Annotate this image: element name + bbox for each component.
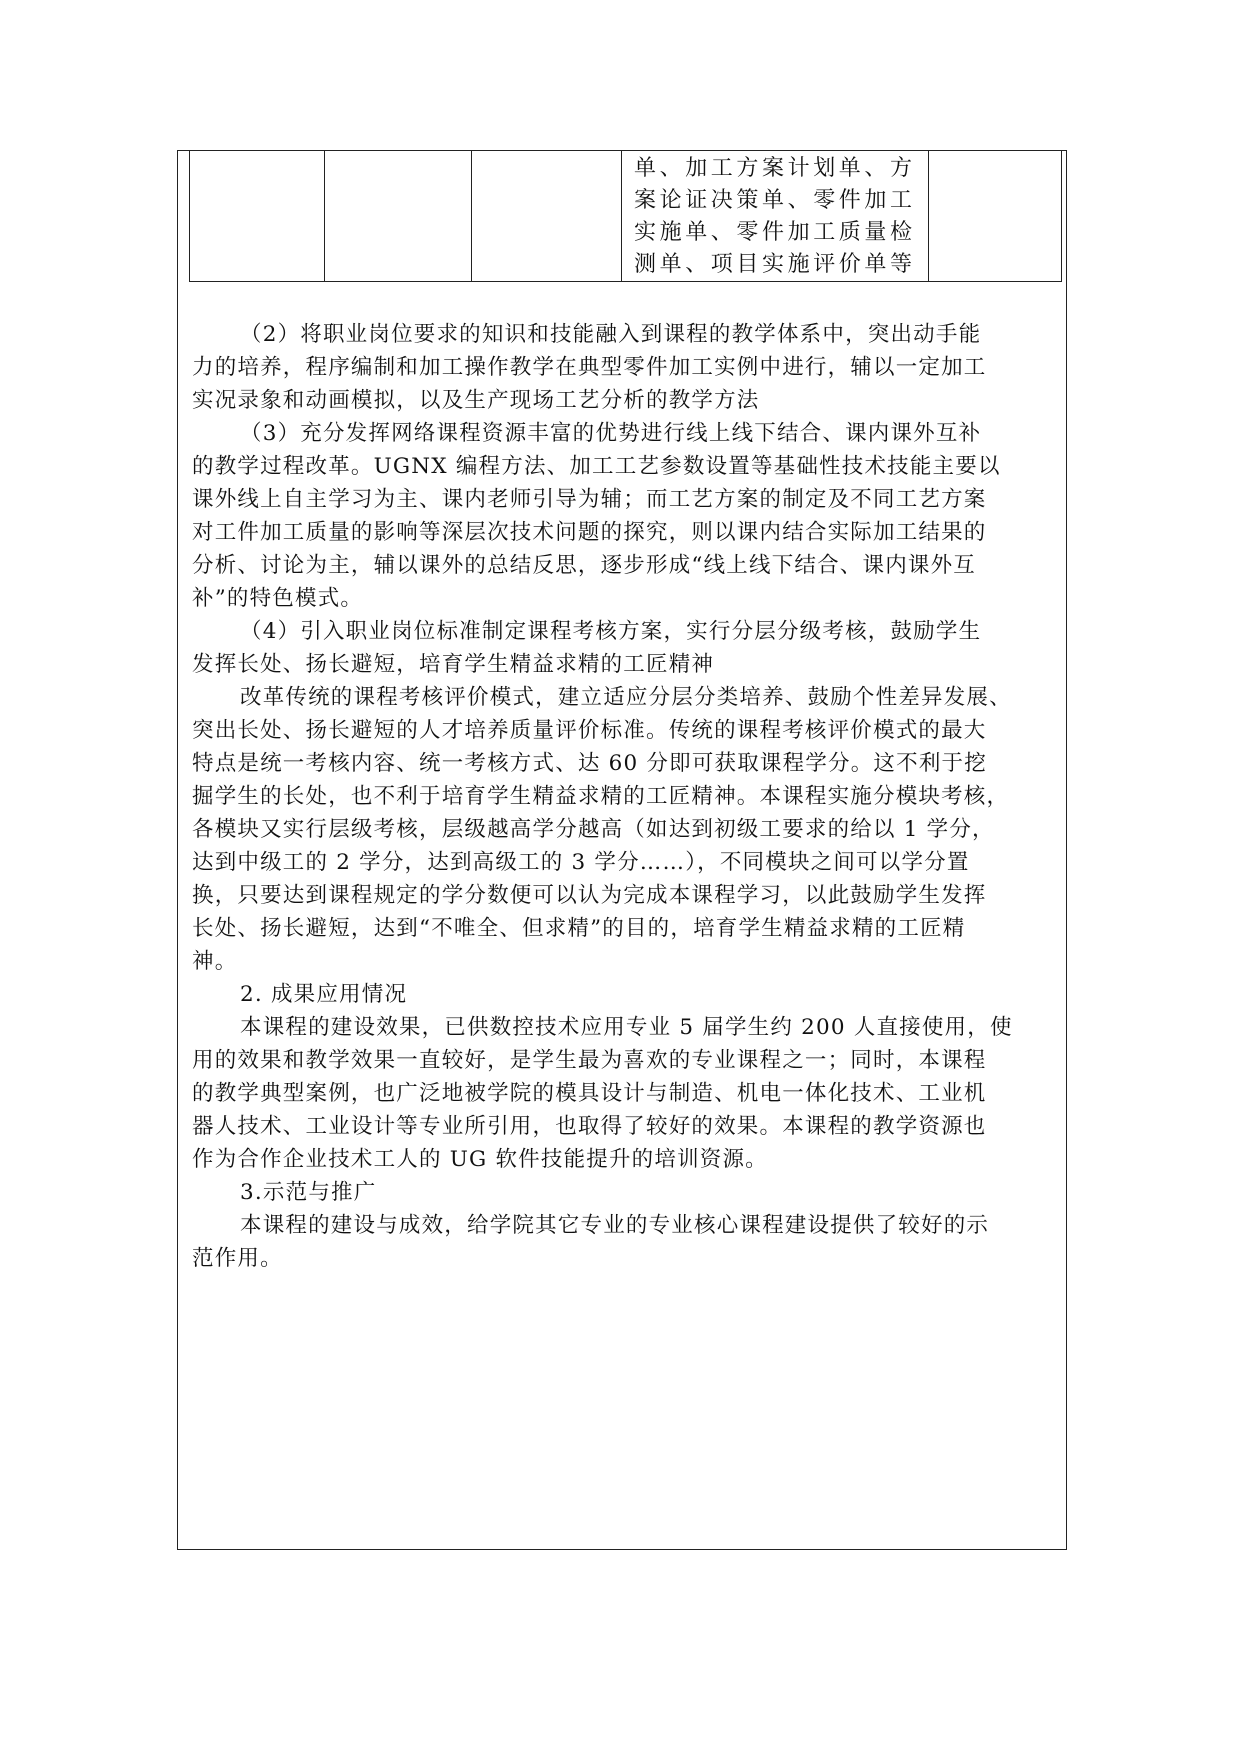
body-line: 力的培养，程序编制和加工操作教学在典型零件加工实例中进行，辅以一定加工 (192, 355, 987, 380)
deliverables-line: 测单、项目实施评价单等 (634, 252, 916, 277)
body-line: 3.示范与推广 (240, 1180, 377, 1205)
body-line: 突出长处、扬长避短的人才培养质量评价标准。传统的课程考核评价模式的最大 (192, 718, 987, 743)
deliverables-line: 案论证决策单、零件加工 (634, 188, 916, 213)
body-line: 对工件加工质量的影响等深层次技术问题的探究，则以课内结合实际加工结果的 (192, 520, 987, 545)
body-line: 长处、扬长避短，达到“不唯全、但求精”的目的，培育学生精益求精的工匠精 (192, 916, 966, 941)
body-line: 作为合作企业技术工人的 UG 软件技能提升的培训资源。 (192, 1147, 768, 1172)
body-line: 范作用。 (192, 1246, 283, 1271)
body-line: 分析、讨论为主，辅以课外的总结反思，逐步形成“线上线下结合、课内课外互 (192, 553, 976, 578)
table-cell-5 (929, 150, 1062, 282)
body-line: （4）引入职业岗位标准制定课程考核方案，实行分层分级考核，鼓励学生 (240, 619, 982, 644)
body-line: 补”的特色模式。 (192, 586, 364, 611)
body-line: 器人技术、工业设计等专业所引用，也取得了较好的效果。本课程的教学资源也 (192, 1114, 987, 1139)
body-line: 发挥长处、扬长避短，培育学生精益求精的工匠精神 (192, 652, 715, 677)
body-line: 各模块又实行层级考核，层级越高学分越高（如达到初级工要求的给以 1 学分， (192, 817, 995, 842)
table-cell-3 (472, 150, 622, 282)
table-cell-1 (190, 150, 325, 282)
body-line: 特点是统一考核内容、统一考核方式、达 60 分即可获取课程学分。这不利于挖 (192, 751, 987, 776)
body-text (192, 318, 1056, 1275)
body-line: 2. 成果应用情况 (240, 982, 408, 1007)
table-cell-2 (325, 150, 472, 282)
body-line: 的教学过程改革。UGNX 编程方法、加工工艺参数设置等基础性技术技能主要以 (192, 454, 1001, 479)
body-line: 实况录象和动画模拟，以及生产现场工艺分析的教学方法 (192, 388, 760, 413)
body-line: 本课程的建设效果，已供数控技术应用专业 5 届学生约 200 人直接使用，使 (240, 1015, 1013, 1040)
table-cell-deliverables (622, 150, 929, 282)
deliverables-line: 单、加工方案计划单、方 (634, 156, 916, 181)
body-line: 换，只要达到课程规定的学分数便可以认为完成本课程学习，以此鼓励学生发挥 (192, 883, 987, 908)
deliverables-line: 实施单、零件加工质量检 (634, 220, 916, 245)
body-line: 达到中级工的 2 学分，达到高级工的 3 学分……），不同模块之间可以学分置 (192, 850, 970, 875)
body-line: 的教学典型案例，也广泛地被学院的模具设计与制造、机电一体化技术、工业机 (192, 1081, 987, 1106)
body-line: （2）将职业岗位要求的知识和技能融入到课程的教学体系中，突出动手能 (240, 322, 982, 347)
body-line: 本课程的建设与成效，给学院其它专业的专业核心课程建设提供了较好的示 (240, 1213, 990, 1238)
body-line: 改革传统的课程考核评价模式，建立适应分层分类培养、鼓励个性差异发展、 (240, 685, 1012, 710)
body-line: 课外线上自主学习为主、课内老师引导为辅；而工艺方案的制定及不同工艺方案 (192, 487, 987, 512)
body-line: 掘学生的长处，也不利于培育学生精益求精的工匠精神。本课程实施分模块考核， (192, 784, 1010, 809)
table-row (190, 150, 1062, 282)
body-line: 用的效果和教学效果一直较好，是学生最为喜欢的专业课程之一；同时，本课程 (192, 1048, 987, 1073)
body-line: 神。 (192, 949, 238, 974)
course-table-continuation (189, 150, 1062, 282)
body-line: （3）充分发挥网络课程资源丰富的优势进行线上线下结合、课内课外互补 (240, 421, 982, 446)
